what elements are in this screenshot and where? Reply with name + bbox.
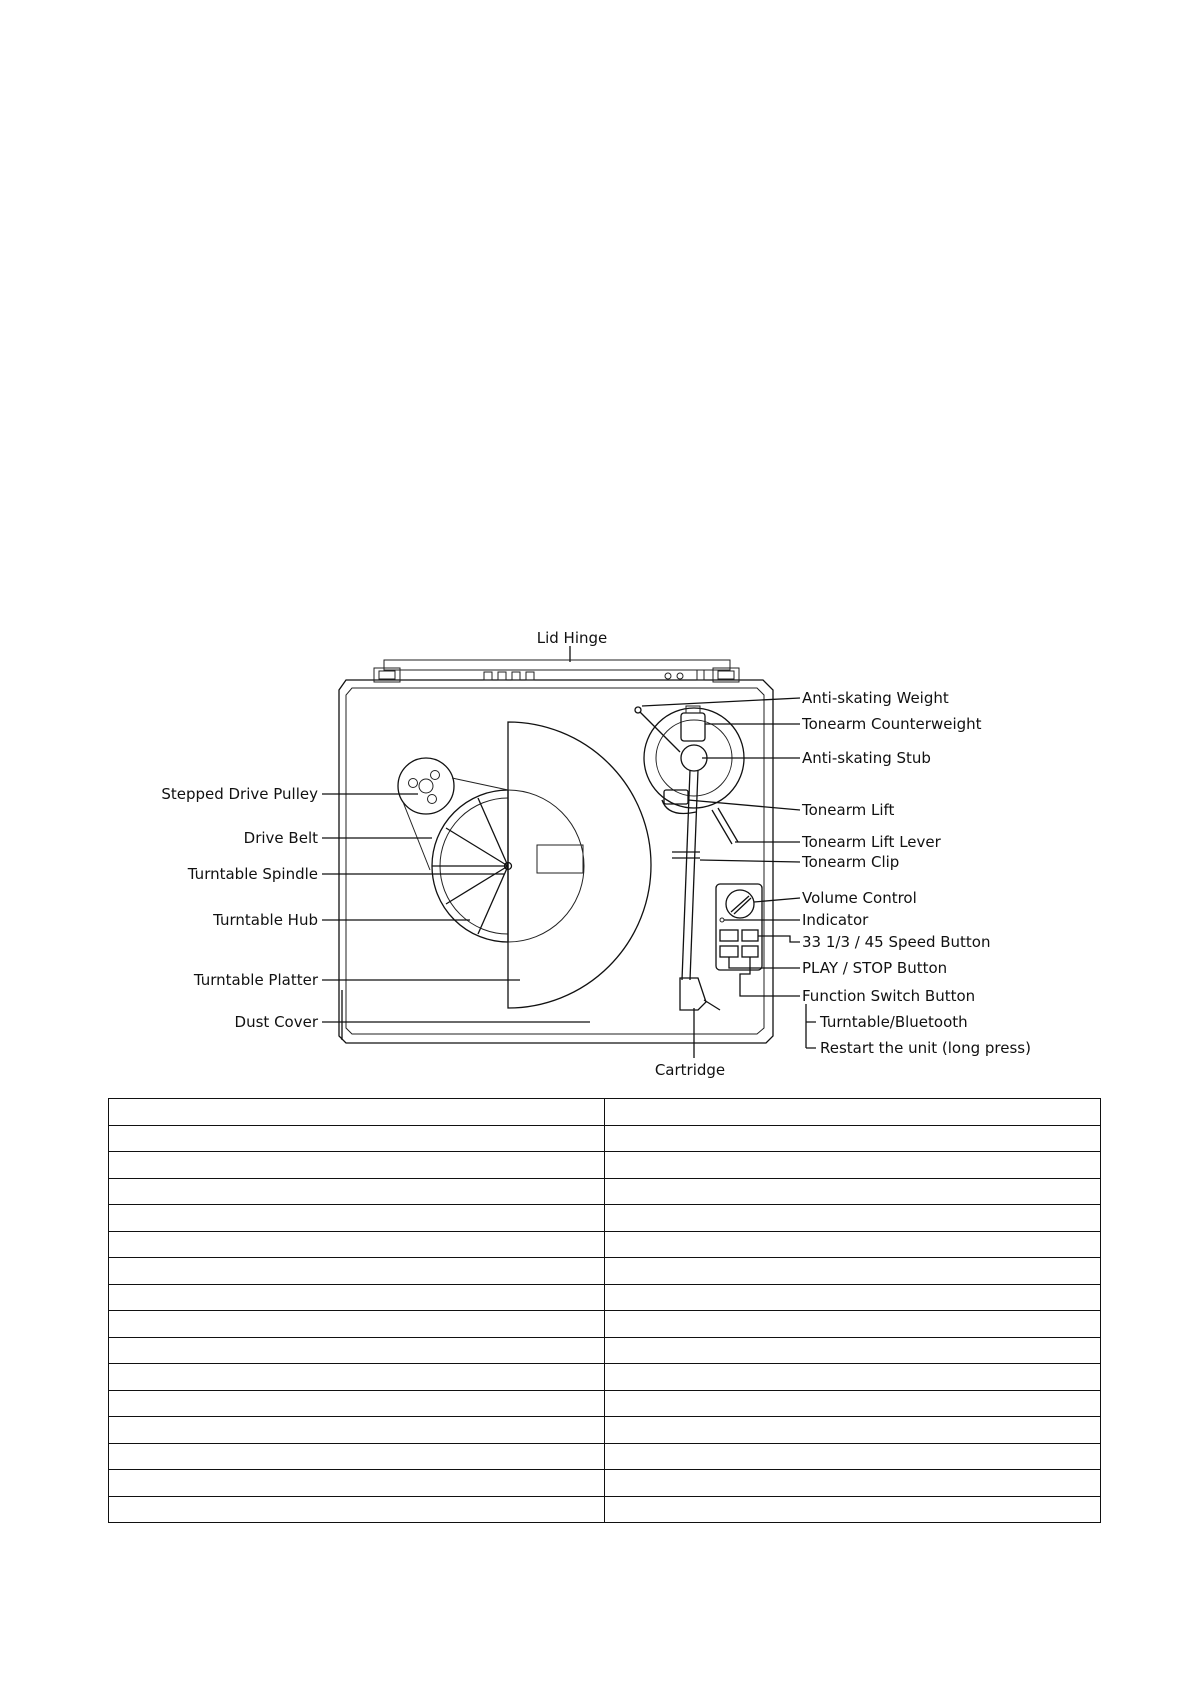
table-cell-left [109,1417,605,1444]
label-turntable-spindle: Turntable Spindle [187,865,318,883]
table-cell-right [605,1125,1101,1152]
table-row [109,1205,1101,1232]
button-speed[interactable] [742,930,758,941]
volume-knob-ridge [734,898,751,914]
platter-inner-ring [508,790,584,942]
leader-tonearm-lift [688,800,800,810]
rear-port-2 [677,673,683,679]
headshell [680,978,706,1010]
table-cell-left [109,1231,605,1258]
rear-port-1 [665,673,671,679]
label-turntable-hub: Turntable Hub [213,911,318,929]
turntable-body [339,660,773,1043]
table-cell-left [109,1496,605,1523]
rear-connector-2 [498,672,506,680]
table-cell-left [109,1284,605,1311]
label-turntable-bluetooth: Turntable/Bluetooth [820,1013,968,1031]
table-cell-right [605,1152,1101,1179]
table-row [109,1231,1101,1258]
label-tonearm-lift: Tonearm Lift [802,801,895,819]
rear-connector-4 [526,672,534,680]
leader-lines [322,646,816,1058]
table-row [109,1099,1101,1126]
table-cell-left [109,1443,605,1470]
table-cell-right [605,1178,1101,1205]
label-drive-belt: Drive Belt [243,829,318,847]
table-row [109,1125,1101,1152]
parts-table-body [109,1099,1101,1523]
table-cell-left [109,1125,605,1152]
hinge-right-inner [718,671,734,679]
diagram-labels [161,629,1031,1079]
table-cell-right [605,1258,1101,1285]
table-row [109,1337,1101,1364]
table-cell-right [605,1443,1101,1470]
anti-skating-weight [635,707,641,713]
label-volume-control: Volume Control [802,889,917,907]
table-cell-left [109,1099,605,1126]
button-play-stop[interactable] [720,946,738,957]
table-cell-right [605,1470,1101,1497]
pulley-boss [419,779,433,793]
table-row [109,1178,1101,1205]
table-row [109,1311,1101,1338]
table-row [109,1258,1101,1285]
leader-turntable-bluetooth [806,1004,816,1048]
table-row [109,1390,1101,1417]
table-row [109,1364,1101,1391]
table-cell-right [605,1231,1101,1258]
label-turntable-platter: Turntable Platter [193,971,318,989]
label-cartridge: Cartridge [654,1061,726,1079]
pulley-step [428,795,437,804]
label-tonearm-lift-lever: Tonearm Lift Lever [802,833,941,851]
pulley-step [431,771,440,780]
table-cell-left [109,1337,605,1364]
rear-connector-3 [512,672,520,680]
pulley-step [409,779,418,788]
label-stepped-drive-pulley: Stepped Drive Pulley [161,785,318,803]
label-anti-skating-stub: Anti-skating Stub [802,749,931,767]
table-cell-left [109,1258,605,1285]
label-tonearm-counterweight: Tonearm Counterweight [802,715,982,733]
table-cell-right [605,1205,1101,1232]
platter-outer [508,722,651,1008]
table-cell-left [109,1205,605,1232]
label-speed-button: 33 1/3 / 45 Speed Button [802,933,991,951]
label-tonearm-clip: Tonearm Clip [802,853,900,871]
button-function[interactable] [742,946,758,957]
label-function-switch-button: Function Switch Button [802,987,976,1005]
table-cell-left [109,1470,605,1497]
table-cell-left [109,1178,605,1205]
table-row [109,1496,1101,1523]
table-cell-right [605,1364,1101,1391]
table-row [109,1284,1101,1311]
leader-volume-control [754,898,800,902]
tonearm-lift [664,790,688,804]
tonearm-counterweight [681,713,705,741]
table-cell-right [605,1099,1101,1126]
base-inner-outline [346,688,764,1034]
leader-function-switch [740,957,800,996]
label-dust-cover: Dust Cover [234,1013,318,1031]
drive-belt-upper [452,778,508,790]
table-row [109,1417,1101,1444]
control-panel [716,884,762,970]
volume-knob-ridge [731,896,749,912]
leader-tonearm-clip [700,860,800,862]
counterweight-cap [686,706,700,713]
finger-lift [704,1000,720,1010]
label-lid-hinge: Lid Hinge [536,629,608,647]
table-row [109,1443,1101,1470]
turntable-platter [508,722,651,1008]
table-cell-right [605,1311,1101,1338]
hub-spoke [446,828,508,866]
table-cell-left [109,1364,605,1391]
table-row [109,1470,1101,1497]
label-restart-unit: Restart the unit (long press) [820,1039,1031,1057]
button-top-left[interactable] [720,930,738,941]
pulley-outer [398,758,454,814]
label-indicator: Indicator [802,911,869,929]
tonearm-tube [690,770,698,980]
base-outline [339,680,773,1043]
table-cell-right [605,1496,1101,1523]
hub-spoke [446,866,508,904]
hinge-left-inner [379,671,395,679]
hub-spoke [478,798,508,866]
turntable-hub [432,790,512,942]
parts-table [108,1098,1101,1523]
hub-spoke [478,866,508,934]
tonearm-tube [682,770,690,980]
table-cell-left [109,1152,605,1179]
rear-port-3 [697,670,704,680]
indicator-led [720,918,724,922]
table-cell-right [605,1417,1101,1444]
rear-connector-1 [484,672,492,680]
label-play-stop-button: PLAY / STOP Button [802,959,948,977]
table-cell-right [605,1390,1101,1417]
table-cell-left [109,1390,605,1417]
table-cell-left [109,1311,605,1338]
leader-anti-skating-weight [642,698,800,706]
lid-hinge-bar [384,660,730,670]
tonearm-rest [662,800,696,814]
table-cell-right [605,1284,1101,1311]
table-row [109,1152,1101,1179]
table-cell-right [605,1337,1101,1364]
platter-label-window [537,845,583,873]
label-anti-skating-weight: Anti-skating Weight [802,689,949,707]
